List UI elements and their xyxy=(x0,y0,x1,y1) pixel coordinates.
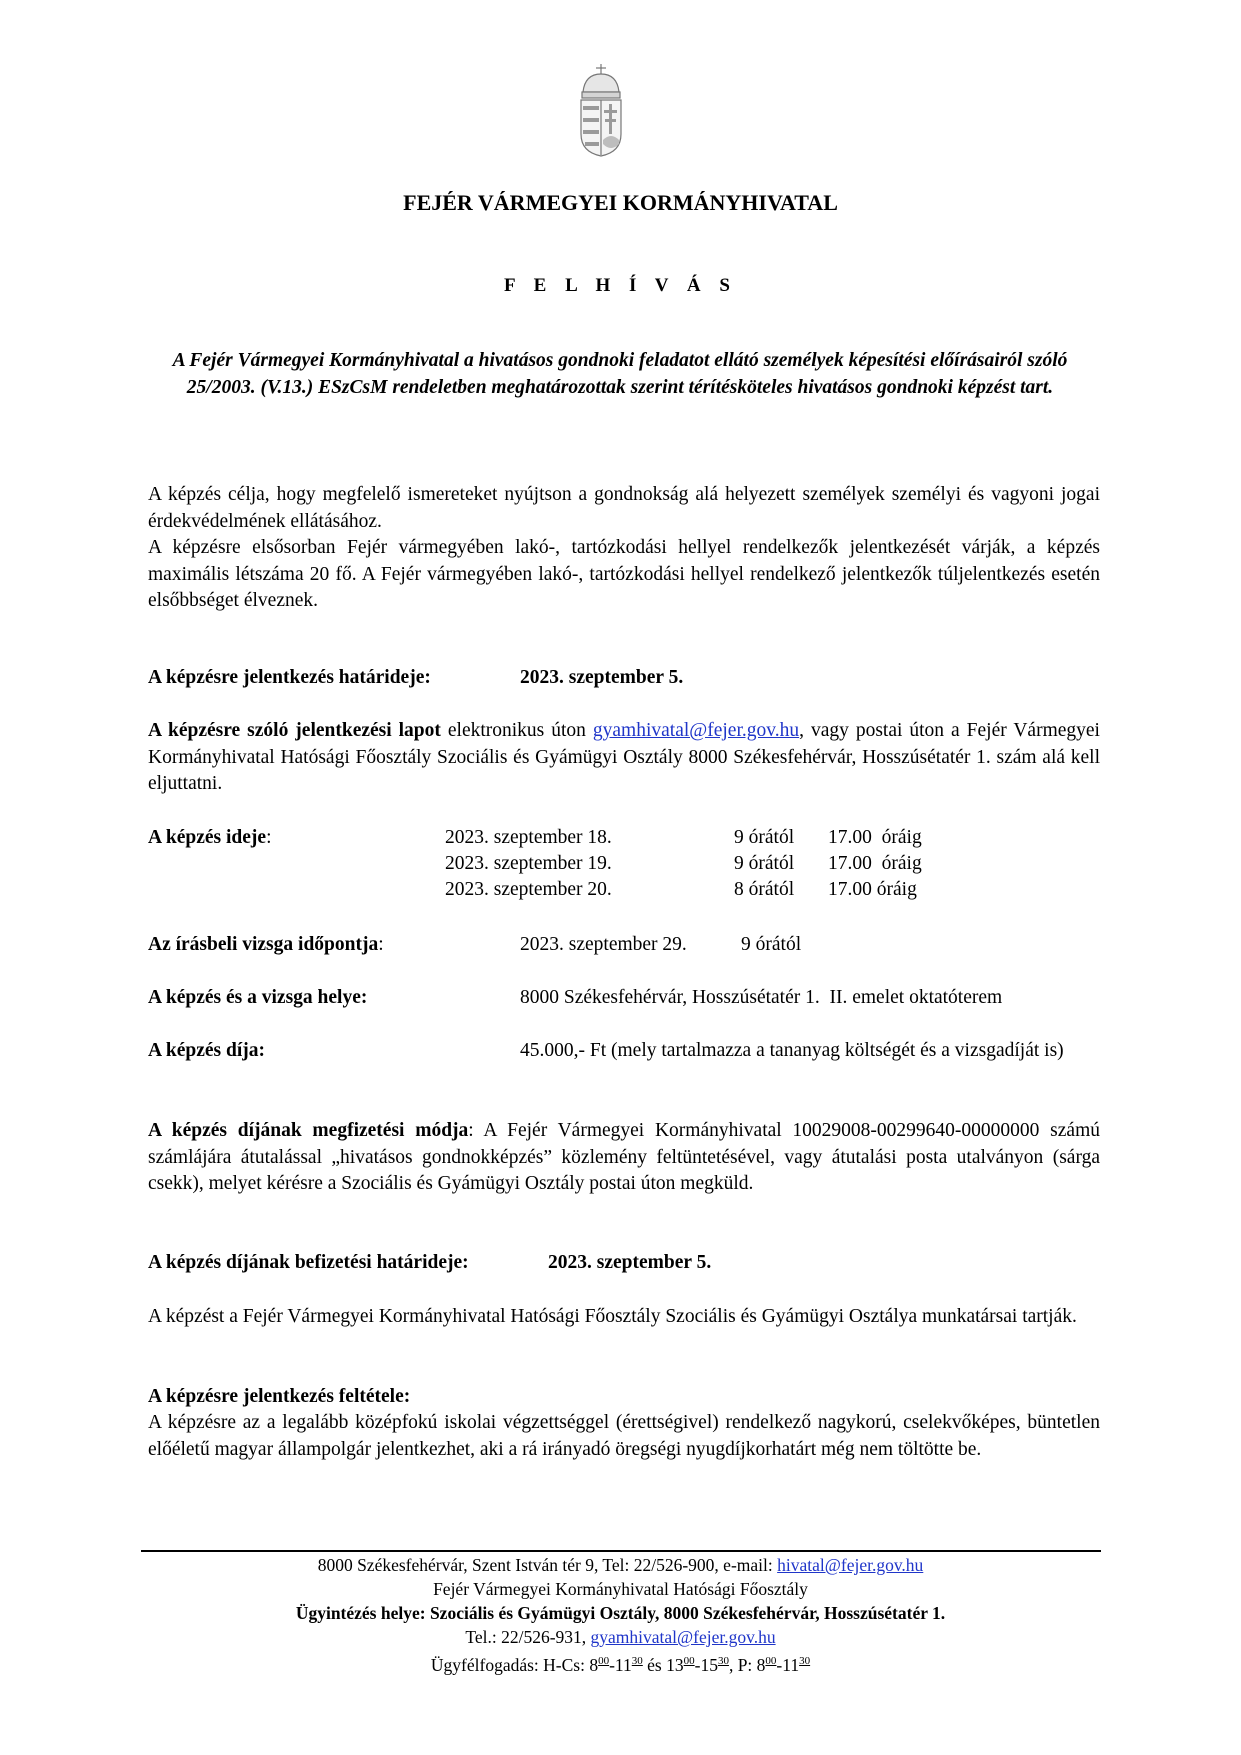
exam-label-text: Az írásbeli vizsga időpontja xyxy=(148,934,379,955)
hours-dash: - xyxy=(694,1655,701,1675)
exam-date: 2023. szeptember 29. xyxy=(520,934,687,955)
footer-divider xyxy=(141,1550,1101,1552)
application-text-before: elektronikus úton xyxy=(440,720,593,741)
intro-paragraph: A Fejér Vármegyei Kormányhivatal a hivatásos gondnoki feladatot ellátó személyek képesítési előírásairól szóló 25/2003. (V.13.) ESzCsM rendeletben meghatározottak szerint térítésköteles hivatásos gondnoki képzést tart. xyxy=(172,350,1068,398)
footer-address-text: 8000 Székesfehérvár, Szent István tér 9, Tel: 22/526-900, e-mail: xyxy=(317,1555,778,1575)
payment-method-paragraph xyxy=(148,1118,1100,1198)
schedule-label-colon: : xyxy=(266,827,272,848)
payment-deadline-value: 2023. szeptember 5. xyxy=(548,1252,712,1273)
hungarian-coat-of-arms-icon xyxy=(575,62,627,158)
organization-name: FEJÉR VÁRMEGYEI KORMÁNYHIVATAL xyxy=(403,190,838,215)
conditions-label: A képzésre jelentkezés feltétele: xyxy=(148,1386,411,1407)
hours-value: 8 xyxy=(756,1655,766,1675)
hours-value: 8 xyxy=(589,1655,599,1675)
conditions-text: A képzésre az a legalább középfokú iskolai végzettséggel (érettségivel) rendelkező nagykorú, cselekvőképes, büntetlen előéletű magyar állampolgár jelentkezhet, aki a rá irányadó öregségi nyugdíjkorhatárt még nem töltötte be. xyxy=(148,1412,1100,1460)
hours-dash: - xyxy=(776,1655,783,1675)
hours-separator: és xyxy=(642,1655,667,1675)
footer-office-hours xyxy=(0,1650,1241,1676)
fee-value: 45.000,- Ft (mely tartalmazza a tananyag költségét és a vizsgadíját is) xyxy=(520,1040,1064,1061)
hours-minutes: 30 xyxy=(717,1655,729,1667)
exam-time: 9 órától xyxy=(741,934,802,955)
footer-department: Fejér Vármegyei Kormányhivatal Hatósági Főosztály xyxy=(433,1579,808,1599)
hours-value: 13 xyxy=(666,1655,684,1675)
goal-paragraph: A képzés célja, hogy megfelelő ismereteket nyújtson a gondnokság alá helyezett személyek személyi és vagyoni jogai érdekvédelmének ellátásához. xyxy=(148,484,1100,532)
footer-hivatal-email-link[interactable]: hivatal@fejer.gov.hu xyxy=(777,1555,924,1575)
document-title: F E L H Í V Á S xyxy=(504,275,737,296)
hours-minutes: 00 xyxy=(765,1655,777,1667)
schedule-row-from: 9 órától xyxy=(734,853,795,874)
application-paragraph xyxy=(148,718,1100,798)
hours-minutes: 30 xyxy=(799,1655,811,1667)
venue-value: 8000 Székesfehérvár, Hosszúsétatér 1. II. emelet oktatóterem xyxy=(520,987,1003,1008)
payment-method-text: : A Fejér Vármegyei Kormányhivatal 10029008-00299640-00000000 számú számlájára átutalással „hivatásos gondnokképzés” közlemény feltüntetésével, vagy átutalási posta utalványon (sárga csekk), melyet kérésre a Szociális és Gyámügyi Osztály postai úton megküld. xyxy=(148,1120,1100,1194)
hours-friday-prefix: , P: xyxy=(728,1655,757,1675)
schedule-row-date: 2023. szeptember 18. xyxy=(445,827,612,848)
hours-minutes: 30 xyxy=(631,1655,643,1667)
footer-address-line xyxy=(0,1554,1241,1576)
footer-office-location: Ügyintézés helye: Szociális és Gyámügyi Osztály, 8000 Székesfehérvár, Hosszúsétatér 1. xyxy=(295,1603,946,1623)
payment-method-label: A képzés díjának megfizetési módja xyxy=(148,1120,469,1141)
hours-dash: - xyxy=(609,1655,615,1675)
schedule-row-to: 17.00 óráig xyxy=(828,853,922,874)
application-text-after: , vagy postai úton a Fejér Vármegyei Kormányhivatal Hatósági Főosztály Szociális és Gyámügyi Osztály 8000 Székesfehérvár, Hosszúsétatér 1. szám alá kell eljuttatni. xyxy=(148,720,1100,794)
application-label: A képzésre szóló jelentkezési lapot xyxy=(148,720,441,741)
payment-deadline-label: A képzés díjának befizetési határideje: xyxy=(148,1252,469,1273)
hours-value: 11 xyxy=(614,1655,632,1675)
trainers-paragraph: A képzést a Fejér Vármegyei Kormányhivatal Hatósági Főosztály Szociális és Gyámügyi Osztálya munkatársai tartják. xyxy=(148,1306,1077,1327)
schedule-row-date: 2023. szeptember 19. xyxy=(445,853,612,874)
fee-label: A képzés díja: xyxy=(148,1040,265,1061)
hours-value: 15 xyxy=(700,1655,718,1675)
footer-phone: Tel.: 22/526-931, xyxy=(465,1627,591,1647)
hours-minutes: 00 xyxy=(598,1655,610,1667)
schedule-label-text: A képzés ideje xyxy=(148,827,267,848)
schedule-row-to: 17.00 óráig xyxy=(828,879,917,900)
schedule-row-from: 8 órától xyxy=(734,879,795,900)
schedule-row-to: 17.00 óráig xyxy=(828,827,922,848)
exam-label xyxy=(148,932,384,959)
schedule-row-from: 9 órától xyxy=(734,827,795,848)
hours-minutes: 00 xyxy=(683,1655,695,1667)
venue-label: A képzés és a vizsga helye: xyxy=(148,987,368,1008)
hours-prefix: Ügyfélfogadás: H-Cs: xyxy=(430,1655,590,1675)
hours-value: 11 xyxy=(782,1655,800,1675)
audience-paragraph: A képzésre elsősorban Fejér vármegyében lakó-, tartózkodási hellyel rendelkezők jelentkezését várják, a képzés maximális létszáma 20 fő. A Fejér vármegyében lakó-, tartózkodási hellyel rendelkező jelentkezők túljelentkezés esetén elsőbbséget élveznek. xyxy=(148,537,1100,611)
application-email-link[interactable]: gyamhivatal@fejer.gov.hu xyxy=(592,720,800,741)
deadline-value: 2023. szeptember 5. xyxy=(520,667,684,688)
exam-label-colon: : xyxy=(378,934,384,955)
footer-gyamhivatal-email-link[interactable]: gyamhivatal@fejer.gov.hu xyxy=(590,1627,776,1647)
deadline-label: A képzésre jelentkezés határideje: xyxy=(148,667,431,688)
schedule-row-date: 2023. szeptember 20. xyxy=(445,879,612,900)
footer-contact-line xyxy=(0,1626,1241,1648)
schedule-label xyxy=(148,825,272,852)
